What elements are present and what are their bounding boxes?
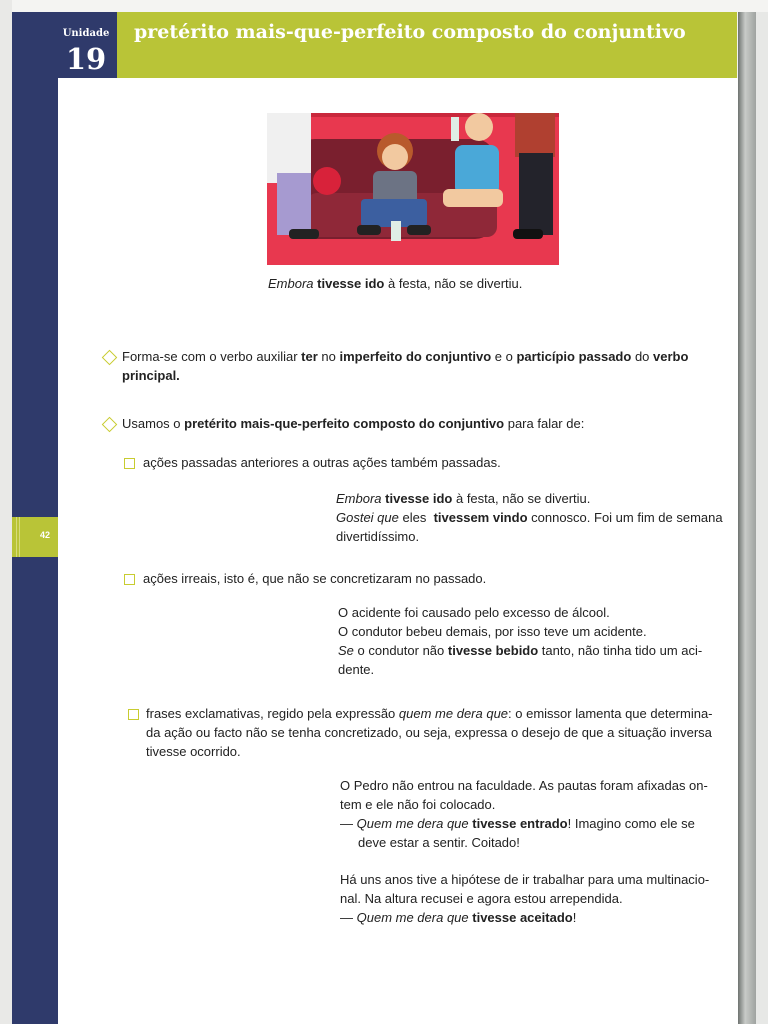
square-bullet-icon [124, 458, 135, 469]
italic-text: Se [338, 643, 354, 658]
bold-text: tivesse ido [385, 491, 453, 506]
party-illustration [267, 113, 559, 265]
example-line: divertidíssimo. [336, 529, 420, 544]
rule-formation [122, 347, 738, 366]
text: ! Imagino como ele se [567, 816, 695, 831]
example-line: O condutor bebeu demais, por isso teve um acidente. [338, 624, 647, 639]
example-line: O Pedro não entrou na faculdade. As pautas foram afixadas on- [340, 778, 708, 793]
tab-decoration [16, 517, 22, 557]
italic-text: Quem me dera que [356, 910, 473, 925]
dash: — [340, 910, 357, 925]
example-line: O acidente foi causado pelo excesso de álcool. [338, 605, 610, 620]
example-line [338, 641, 702, 660]
unit-label: Unidade [62, 28, 110, 39]
bold-text: verbo [653, 349, 689, 364]
example-line [336, 489, 590, 508]
text: tanto, não tinha tido um aci- [538, 643, 703, 658]
text: o condutor não [353, 643, 448, 658]
caption-rest: à festa, não se divertiu. [384, 276, 523, 291]
bold-text: principal. [122, 368, 180, 383]
text: no [317, 349, 340, 364]
text: frases exclamativas, regido pela expressão [146, 706, 399, 721]
text: do [631, 349, 654, 364]
text: ! [572, 910, 577, 925]
rule-formation-cont [122, 366, 180, 385]
bold-text: imperfeito do conjuntivo [339, 349, 492, 364]
title-band [117, 12, 737, 78]
page-gutter-shadow [738, 12, 756, 1024]
bold-text: pretérito mais-que-perfeito composto do conjuntivo [184, 416, 505, 431]
example-line: dente. [338, 662, 375, 677]
bold-text: ter [301, 349, 318, 364]
usage-exclamative-cont: tivesse ocorrido. [146, 744, 241, 759]
italic-text: quem me dera que [398, 706, 509, 721]
example-line: nal. Na altura recusei e agora estou arrependida. [340, 891, 623, 906]
text: : o emissor lamenta que determina- [508, 706, 713, 721]
example-line [340, 908, 576, 927]
right-margin [756, 12, 768, 1024]
unit-badge [55, 12, 117, 78]
text: e o [491, 349, 517, 364]
usage-past-actions: ações passadas anteriores a outras ações também passadas. [143, 455, 501, 470]
chapter-title: pretérito mais-que-perfeito composto do conjuntivo [134, 21, 686, 43]
example-line: tem e ele não foi colocado. [340, 797, 496, 812]
page-number: 42 [40, 530, 51, 540]
square-bullet-icon [128, 709, 139, 720]
dash: — [340, 816, 357, 831]
usage-exclamative [146, 704, 713, 723]
rule-usage [122, 414, 584, 433]
text: para falar de: [504, 416, 585, 431]
bold-text: tivesse bebido [447, 643, 539, 658]
italic-text: Gostei que [336, 510, 399, 525]
bold-text: tivessem vindo [433, 510, 528, 525]
caption-italic: Embora [268, 276, 314, 291]
usage-unreal-actions: ações irreais, isto é, que não se concretizaram no passado. [143, 571, 487, 586]
text: connosco. Foi um fim de semana [527, 510, 723, 525]
example-line: Há uns anos tive a hipótese de ir trabalhar para uma multinacio- [340, 872, 710, 887]
caption-bold: tivesse ido [317, 276, 385, 291]
usage-exclamative-cont: da ação ou facto não se tenha concretizado, ou seja, expressa o desejo de que a situação inversa [146, 725, 712, 740]
bold-text: particípio passado [516, 349, 632, 364]
text: à festa, não se divertiu. [452, 491, 591, 506]
italic-text: Quem me dera que [356, 816, 473, 831]
bold-text: tivesse entrado [472, 816, 568, 831]
illustration-caption [268, 276, 522, 291]
example-line: deve estar a sentir. Coitado! [358, 835, 520, 850]
example-line [340, 814, 695, 833]
text: eles [398, 510, 430, 525]
scan-margin [0, 0, 12, 1024]
unit-number: 19 [65, 42, 107, 76]
square-bullet-icon [124, 574, 135, 585]
example-line [336, 508, 723, 527]
bold-text: tivesse aceitado [472, 910, 573, 925]
text: Usamos o [122, 416, 185, 431]
italic-text: Embora [336, 491, 382, 506]
text: Forma-se com o verbo auxiliar [122, 349, 302, 364]
